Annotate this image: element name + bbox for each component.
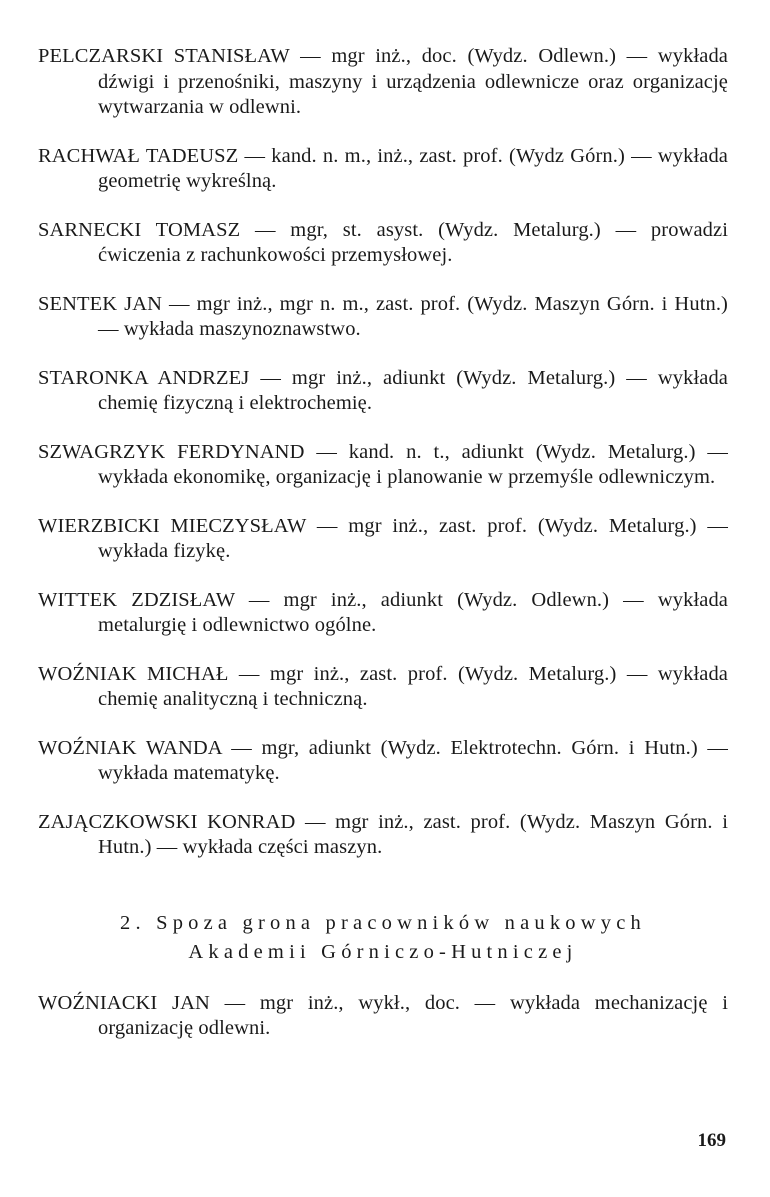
faculty-entry: SENTEK JAN — mgr inż., mgr n. m., zast. prof. (Wydz. Maszyn Górn. i Hutn.) — wykłada maszynoznawstwo. (38, 292, 728, 340)
faculty-entry: SARNECKI TOMASZ — mgr, st. asyst. (Wydz. Metalurg.) — prowadzi ćwiczenia z rachunkowości przemysłowej. (38, 218, 728, 266)
external-faculty-list (38, 991, 728, 1042)
page-content (38, 44, 728, 1042)
page-number: 169 (697, 1130, 726, 1151)
faculty-entry: PELCZARSKI STANISŁAW — mgr inż., doc. (Wydz. Odlewn.) — wykłada dźwigi i przenośniki, maszyny i urządzenia odlewnicze oraz organizację wytwarzania w odlewni. (38, 45, 728, 118)
faculty-entry: WITTEK ZDZISŁAW — mgr inż., adiunkt (Wydz. Odlewn.) — wykłada metalurgię i odlewnictwo ogólne. (38, 588, 728, 636)
faculty-entry: WOŹNIAK WANDA — mgr, adiunkt (Wydz. Elektrotechn. Górn. i Hutn.) — wykłada matematykę. (38, 736, 728, 784)
faculty-entry: STARONKA ANDRZEJ — mgr inż., adiunkt (Wydz. Metalurg.) — wykłada chemię fizyczną i elektrochemię. (38, 366, 728, 414)
section-heading-line-1: 2. Spoza grona pracowników naukowych (120, 911, 646, 934)
faculty-entry: WOŹNIACKI JAN — mgr inż., wykł., doc. — wykłada mechanizację i organizację odlewni. (38, 991, 728, 1039)
faculty-entry: WIERZBICKI MIECZYSŁAW — mgr inż., zast. prof. (Wydz. Metalurg.) — wykłada fizykę. (38, 514, 728, 562)
faculty-entry: RACHWAŁ TADEUSZ — kand. n. m., inż., zast. prof. (Wydz Górn.) — wykłada geometrię wykreślną. (38, 144, 728, 192)
faculty-entry: ZAJĄCZKOWSKI KONRAD — mgr inż., zast. prof. (Wydz. Maszyn Górn. i Hutn.) — wykłada części maszyn. (38, 810, 728, 858)
faculty-entry: SZWAGRZYK FERDYNAND — kand. n. t., adiunkt (Wydz. Metalurg.) — wykłada ekonomikę, organizację i planowanie w przemyśle odlewniczym. (38, 440, 728, 488)
section-heading (38, 909, 728, 967)
faculty-entry: WOŹNIAK MICHAŁ — mgr inż., zast. prof. (Wydz. Metalurg.) — wykłada chemię analityczną i techniczną. (38, 662, 728, 710)
faculty-list (38, 44, 728, 861)
section-heading-line-2: Akademii Górniczo-Hutniczej (188, 940, 578, 963)
